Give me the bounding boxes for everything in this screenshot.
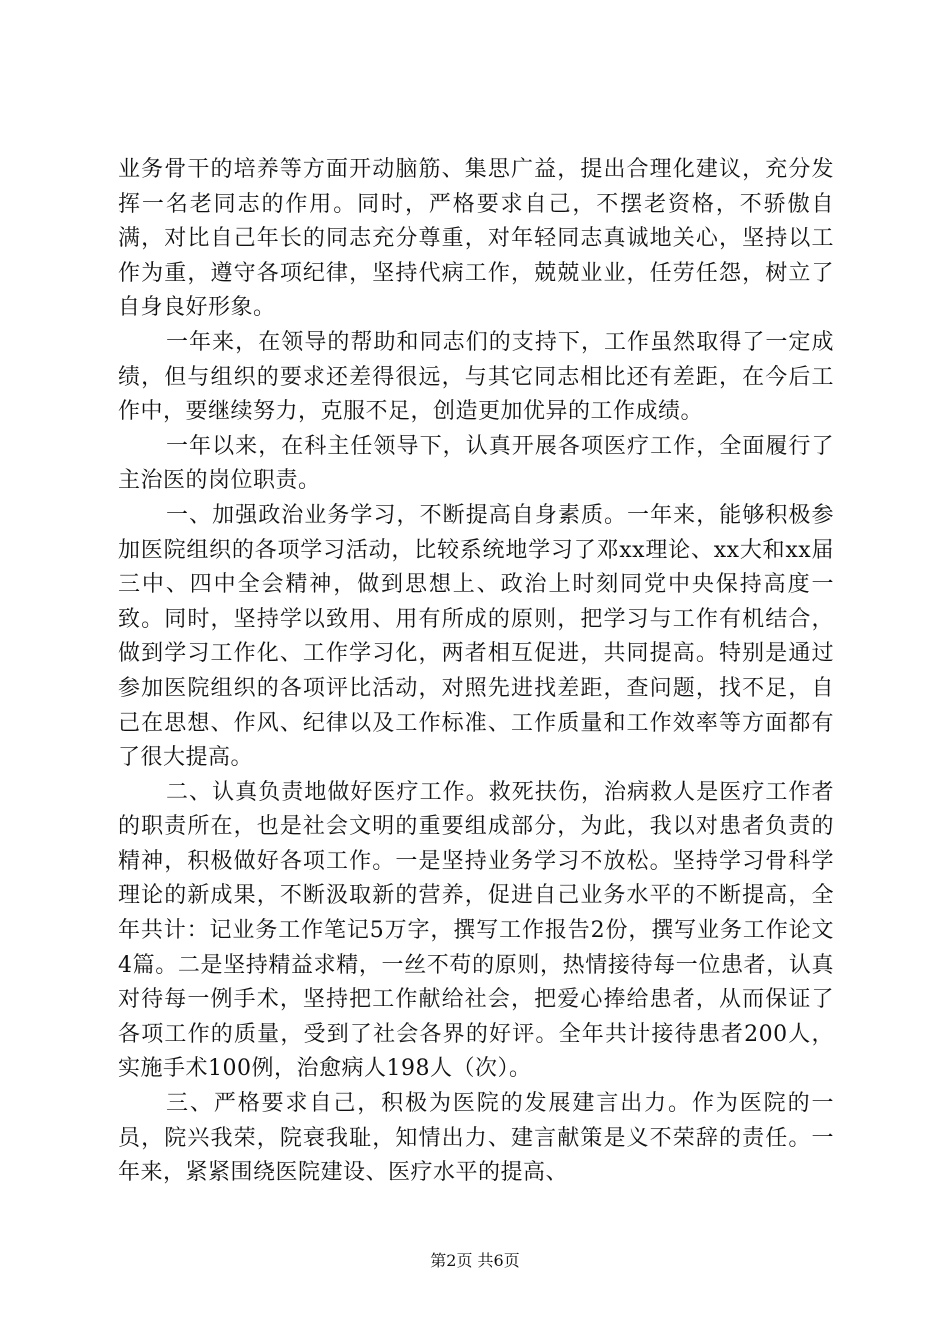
- page-number-footer: 第2页 共6页: [430, 1251, 520, 1270]
- document-body: [118, 153, 834, 1191]
- paragraph-section-two: 二、认真负责地做好医疗工作。救死扶伤，治病救人是医疗工作者的职责所在，也是社会文明的重要组成部分，为此，我以对患者负责的精神，积极做好各项工作。一是坚持业务学习不放松。坚持学习骨科学理论的新成果，不断汲取新的营养，促进自己业务水平的不断提高，全年共计：记业务工作笔记5万字，撰写工作报告2份，撰写业务工作论文4篇。二是坚持精益求精，一丝不苟的原则，热情接待每一位患者，认真对待每一例手术，坚持把工作献给社会，把爱心捧给患者，从而保证了各项工作的质量，受到了社会各界的好评。全年共计接待患者200人，实施手术100例，治愈病人198人（次）。: [118, 779, 834, 1082]
- paragraph-continuation: 业务骨干的培养等方面开动脑筋、集思广益，提出合理化建议，充分发挥一名老同志的作用。同时，严格要求自己，不摆老资格，不骄傲自满，对比自己年长的同志充分尊重，对年轻同志真诚地关心，坚持以工作为重，遵守各项纪律，坚持代病工作，兢兢业业，任劳任怨，树立了自身良好形象。: [118, 157, 834, 321]
- paragraph-section-three: 三、严格要求自己，积极为医院的发展建言出力。作为医院的一员，院兴我荣，院衰我耻，知情出力、建言献策是义不荣辞的责任。一年来，紧紧围绕医院建设、医疗水平的提高、: [118, 1091, 834, 1186]
- paragraph-section-one: 一、加强政治业务学习，不断提高自身素质。一年来，能够积极参加医院组织的各项学习活动，比较系统地学习了邓xx理论、xx大和xx届三中、四中全会精神，做到思想上、政治上时刻同党中央保持高度一致。同时，坚持学以致用、用有所成的原则，把学习与工作有机结合，做到学习工作化、工作学习化，两者相互促进，共同提高。特别是通过参加医院组织的各项评比活动，对照先进找差距，查问题，找不足，自己在思想、作风、纪律以及工作标准、工作质量和工作效率等方面都有了很大提高。: [118, 502, 834, 771]
- paragraph-intro: 一年以来，在科主任领导下，认真开展各项医疗工作，全面履行了主治医的岗位职责。: [118, 433, 834, 494]
- paragraph-summary: 一年来，在领导的帮助和同志们的支持下，工作虽然取得了一定成绩，但与组织的要求还差得很远，与其它同志相比还有差距，在今后工作中，要继续努力，克服不足，创造更加优异的工作成绩。: [118, 329, 834, 425]
